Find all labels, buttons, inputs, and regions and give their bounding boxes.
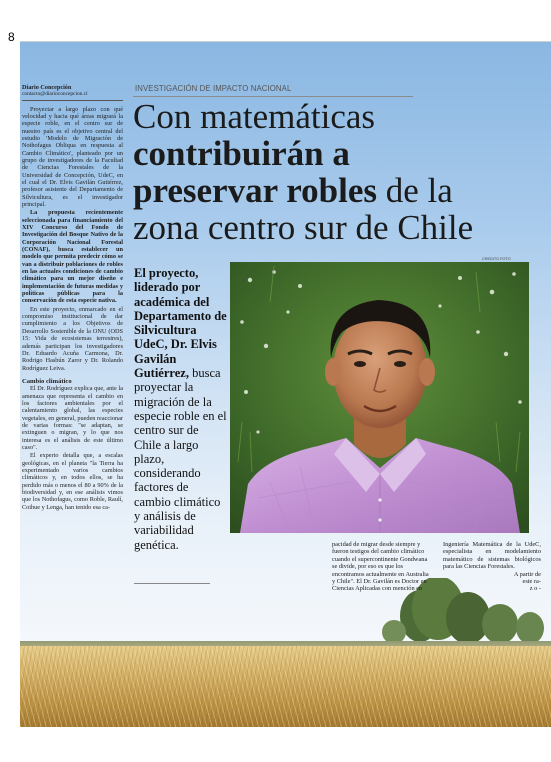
body-paragraph: El Dr. Rodríguez explica que, ante la amenaza que representa el cambio en los factores ambientales por el calentamiento global, las especies vegetales, en general, pueden reaccionar de varias formas: "se adaptan, se extinguen o migran, y lo que nos interesa es el análisis de este último caso". — [22, 385, 123, 451]
byline-name: Diario Concepción — [22, 84, 72, 91]
body-paragraph: En este proyecto, enmarcado en el compromiso institucional de dar cumplimiento a los Objetivos de Desarrollo Sostenible de la ONU (ODS 15: Vida de ecosistemas terrestres), además participan los investigadores Dr. Eduardo Acuña Carmona, Dr. Rodrigo Hasbún Zaror y Dr. Rolando Rodríguez Leiva. — [22, 305, 123, 372]
body-paragraph: La propuesta recientemente seleccionada para financiamiento del XIV Concurso del Fondo de Investigación del Bosque Nativo de la Corporación Nacional Forestal (CONAF), busca establecer un modelo que permita predecir cómo se van a distribuir poblaciones de robles en las actuales condiciones de cambio climático para un mejor diseño e implementación de futuras medidas y políticas públicas para la conservación de esta especie nativa. — [22, 209, 123, 305]
kicker: INVESTIGACIÓN DE IMPACTO NACIONAL — [135, 84, 292, 93]
lead-text — [134, 266, 228, 552]
body-column-bottom-1: pacidad de migrar desde siempre y fueron testigos del cambio climático cuando el supercontinente Gondwana se divide, por eso es que los encontramos actualmente en Australia y Chile". El Dr. Gavilán es Doctor en Ciencias Aplicadas con mención en — [332, 541, 429, 593]
lead-bold: El proyecto, liderado por académica del Departamento de Silvicultura UdeC, Dr. Elvis Gavilán Gutiérrez, — [134, 266, 227, 381]
headline-line: zona centro sur de Chile — [133, 208, 474, 247]
body-text: este ra- — [522, 578, 541, 586]
body-paragraph: El experto detalla que, a escalas geológicas, en el planeta "la Tierra ha experimentado varios cambios climáticos y, en todos ellos, se ha perdido más o menos el 80 a 90% de la biodiversidad y, en ese análisis vimos que los Nothofagus, como Roble, Raulí, Coihue y Lenga, han tenido esa ca- — [22, 452, 123, 511]
headline — [133, 98, 551, 246]
byline-email: contacto@diarioconcepcion.cl — [22, 91, 123, 101]
headline-line-bold: preservar robles — [133, 171, 377, 210]
body-paragraph: Proyectar a largo plazo con qué velocidad y hacia qué áreas migrará la especie roble, en el centro sur de nuestro país es el objetivo central del estudio 'Modelo de Migración de Nothofagus Obliqua en respuesta al Cambio Climático', planteado por un grupo de investigadores de la Facultad de Ciencias Forestales de la Universidad de Concepción, UdeC, en el cual el Dr. Elvis Gavilán Gutiérrez, profesor asistente del Departamento de Silvicultura, es el investigador principal. — [22, 105, 123, 208]
lead-regular: busca proyectar la migración de la especie roble en el centro sur de Chile a largo plazo, considerando factores de cambio climático y análisis de variabilidad genética. — [134, 366, 227, 552]
headline-line-regular: de la — [377, 171, 453, 210]
lead-rule — [134, 583, 210, 584]
left-column — [22, 84, 123, 512]
page-number: 8 — [8, 30, 15, 44]
photo-credit: CREDITO FOTO — [482, 257, 511, 261]
portrait-photo — [230, 262, 529, 533]
body-column-bottom-2 — [443, 541, 541, 593]
wheat-field — [20, 646, 551, 727]
body-text: z o - — [529, 585, 541, 593]
headline-line: Con matemáticas — [133, 97, 376, 136]
headline-line: contribuirán a — [133, 134, 350, 173]
body-text: Ingeniería Matemática de la UdeC, especialista en modelamiento matemático de sistemas biológicos para las Ciencias Forestales. — [443, 541, 541, 571]
section-subhead: Cambio climático — [22, 377, 72, 385]
body-text: A partir de — [513, 570, 541, 578]
